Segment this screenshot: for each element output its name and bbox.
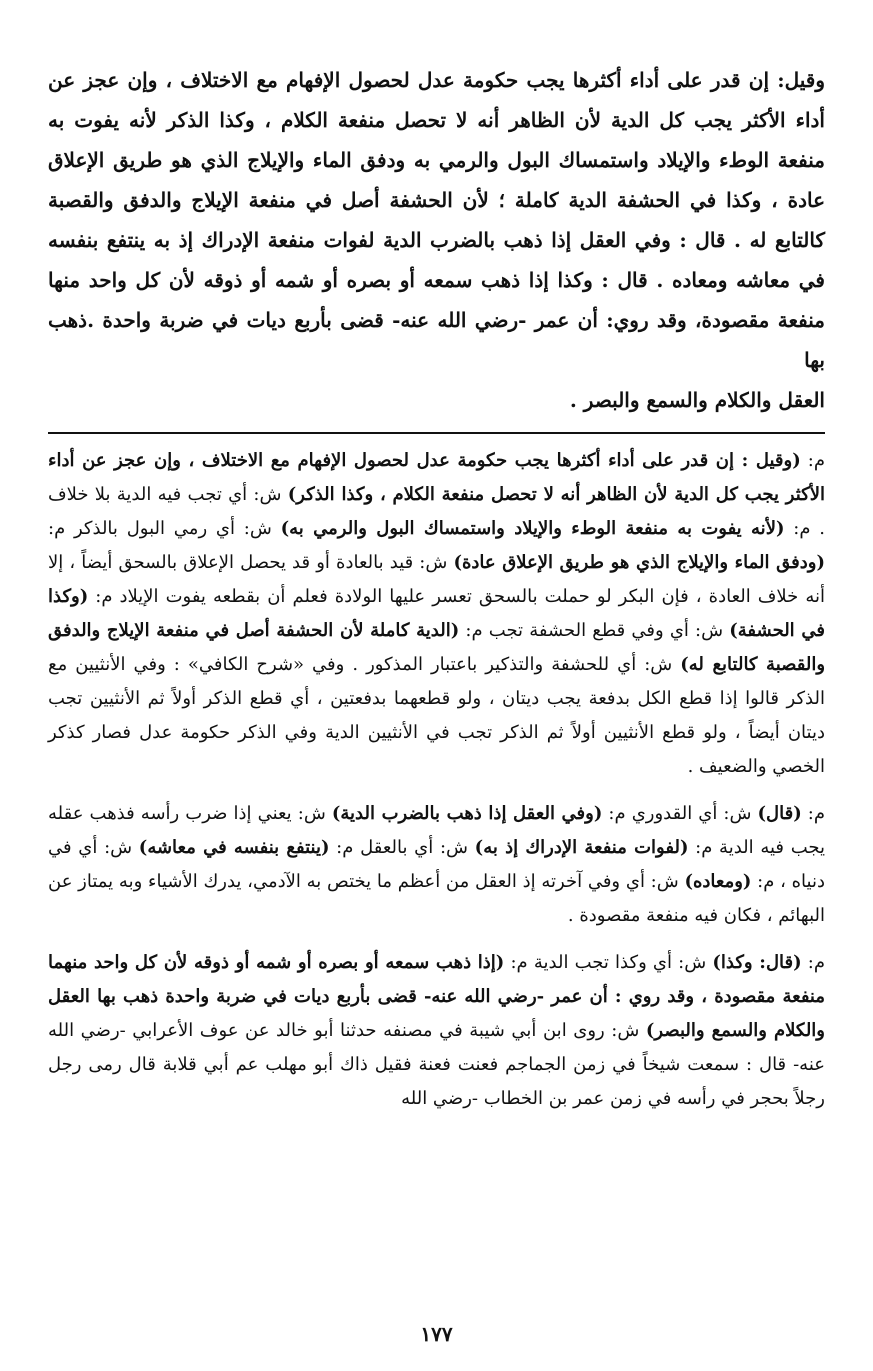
commentary-segment: ش: أي في دنياه ، م: (48, 837, 825, 892)
quoted-matn-segment: (لفوات منفعة الإدراك إذ به) (474, 837, 689, 858)
commentary-segment: ش: أي وكذا تجب الدية م: (504, 952, 713, 973)
commentary-segment: ش: يعني إذا ضرب رأسه فذهب عقله يجب فيه الدية م: (48, 803, 826, 858)
commentary-segment: ش: أي تجب فيه الدية بلا خلاف . م: (48, 484, 825, 539)
quoted-matn-segment: (الدية كاملة لأن الحشفة أصل في منفعة الإيلاج والدفق والقصبة كالتابع له) (48, 620, 826, 675)
matn-body: وقيل: إن قدر على أداء أكثرها يجب حكومة عدل لحصول الإفهام مع الاختلاف ، وإن عجز عن أداء الأكثر يجب كل الدية لأن الظاهر أنه لا تحصل منفعة الكلام ، وكذا الذكر لأنه يفوت به منفعة الوطء والإيلاد واستمساك البول والرمي به ودفق الماء والإيلاج الذي هو طريق الإعلاق عادة ، وكذا في الحشفة الدية كاملة ؛ لأن الحشفة أصل في منفعة الإيلاج والدفق والقصبة كالتابع له . قال : وفي العقل إذا ذهب بالضرب الدية لفوات منفعة الإدراك إذ به ينتفع بنفسه في معاشه ومعاده . قال : وكذا إذا ذهب سمعه أو بصره أو شمه أو ذوقه لأن كل واحد منها منفعة مقصودة، وقد روي: أن عمر -رضي الله عنه- قضى بأربع ديات في ضربة واحدة .ذهب بها (48, 68, 825, 372)
commentary-segment: ش: روى ابن أبي شيبة في مصنفه حدثنا أبو خالد عن عوف الأعرابي -رضي الله عنه- قال : سمعت شيخاً في زمن الجماجم فعنت فعنة فقيل ذاك أبو مهلب عم أبي قلابة قال رمى رجل رجلاً بحجر في رأسه في زمن عمر بن الخطاب -رضي الله (48, 1020, 825, 1109)
quoted-matn-segment: (ودفق الماء والإيلاج الذي هو طريق الإعلاق عادة) (453, 552, 826, 573)
matn-last-line: العقل والكلام والسمع والبصر . (569, 388, 825, 412)
commentary-paragraph (48, 444, 825, 784)
commentary-segment: ش: أي للحشفة والتذكير باعتبار المذكور . وفي «شرح الكافي» : وفي الأنثيين مع الذكر قالوا إذا قطع الكل بدفعة يجب ديتان ، ولو قطعهما بدفعتين ، أي قطع الذكر أولاً ثم الأنثيين تجب ديتان أيضاً ، ولو قطع الأنثيين أولاً ثم الذكر تجب في الأنثيين الدية وفي الذكر حكومة عدل فصار كذكر الخصي والضعيف . (48, 654, 825, 777)
commentary-segment: ش: أي وفي آخرته إذ العقل من أعظم ما يختص به الآدمي، يدرك الأشياء وبه يمتاز عن البهائم ، فكان فيه منفعة مقصودة . (48, 871, 825, 926)
quoted-matn-segment: (وقيل : إن قدر على أداء أكثرها يجب حكومة عدل لحصول الإفهام مع الاختلاف ، وإن عجز عن أداء الأكثر يجب كل الدية لأن الظاهر أنه لا تحصل منفعة الكلام ، وكذا الذكر) (48, 450, 825, 505)
quoted-matn-segment: (وكذا في الحشفة) (48, 586, 825, 641)
commentary-segment: ش: أي وفي قطع الحشفة تجب م: (459, 620, 730, 641)
commentary-segment: ش: قيد بالعادة أو قد يحصل الإعلاق بالسحق أيضاً ، إلا أنه خلاف العادة ، فإن البكر لو حملت بالسحق تعسر عليها الولادة فعلم أن بقطعه يفوت الإيلاد م: (48, 552, 825, 607)
commentary (48, 444, 825, 1129)
commentary-segment: ش: أي القدوري م: (602, 803, 758, 824)
quoted-matn-segment: (إذا ذهب سمعه أو بصره أو شمه أو ذوقه لأن كل واحد منهما منفعة مقصودة ، وقد روي : أن عمر -رضي الله عنه- قضى بأربع ديات في ضربة واحدة ذهب بها العقل والكلام والسمع والبصر) (48, 952, 825, 1041)
quoted-matn-segment: (ينتفع بنفسه في معاشه) (138, 837, 330, 858)
commentary-paragraph (48, 946, 825, 1116)
quoted-matn-segment: (وفي العقل إذا ذهب بالضرب الدية) (331, 803, 603, 824)
commentary-segment: ش: أي رمي البول بالذكر م: (48, 518, 281, 539)
page-number: ١٧٧ (420, 1322, 453, 1346)
commentary-segment: م: (801, 803, 825, 824)
quoted-matn-segment: (قال: وكذا) (712, 952, 802, 973)
quoted-matn-segment: (لأنه يفوت به منفعة الوطء والإيلاد واستمساك البول والرمي به) (280, 518, 785, 539)
quoted-matn-segment: (ومعاده) (684, 871, 752, 892)
matn-text (48, 60, 825, 420)
commentary-segment: ش: أي بالعقل م: (329, 837, 475, 858)
quoted-matn-segment: (قال) (757, 803, 802, 824)
commentary-segment: م: (800, 450, 825, 471)
commentary-paragraph (48, 797, 825, 933)
commentary-segment: م: (801, 952, 826, 973)
footnote-divider (48, 432, 825, 434)
